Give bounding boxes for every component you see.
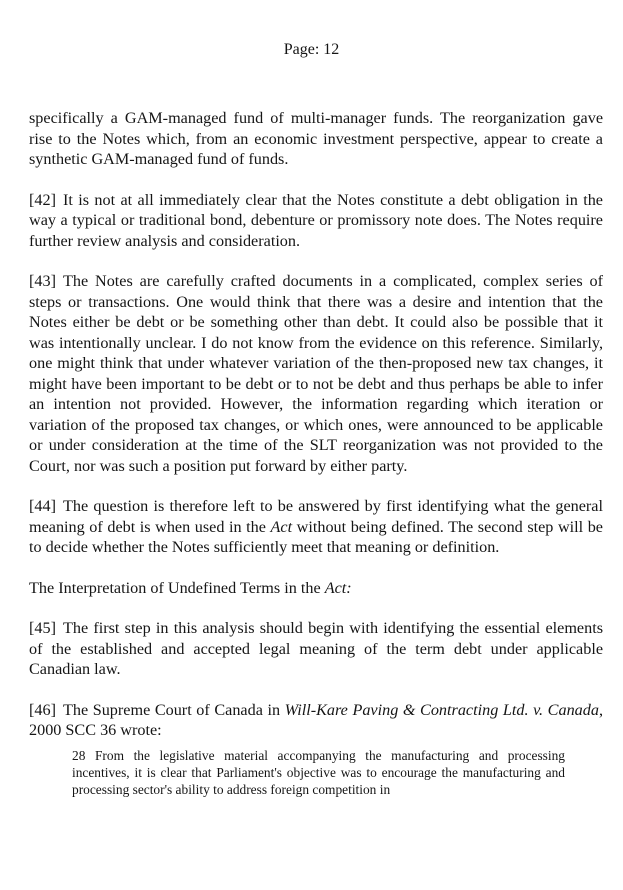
block-quote: 28 From the legislative material accompanying the manufacturing and processing incentives, it is clear that Parliament's objective was to encourage the manufacturing and processing sector's ability to address foreign competition in [72, 747, 565, 797]
section-heading [29, 578, 603, 599]
paragraph-44 [29, 496, 603, 558]
paragraph-number: [45] [29, 619, 56, 637]
paragraph-number: [44] [29, 497, 56, 515]
act-reference: Act: [324, 578, 352, 597]
paragraph-text: It is not at all immediately clear that the Notes constitute a debt obligation in the way a typical or traditional bond, debenture or promissory note does. The Notes require further review analysis and consideration. [29, 190, 603, 250]
heading-text: The Interpretation of Undefined Terms in the [29, 578, 325, 597]
paragraph-number: [43] [29, 272, 56, 290]
paragraph-43 [29, 271, 603, 476]
paragraph-text: The first step in this analysis should begin with identifying the essential elements of the established and accepted legal meaning of the term debt under applicable Canadian law. [29, 619, 603, 678]
paragraph-45 [29, 618, 603, 680]
paragraph-number: [46] [29, 700, 56, 719]
paragraph-text: , 2000 SCC 36 wrote: [29, 700, 603, 739]
page-number-header: Page: 12 [283, 41, 340, 58]
act-reference: Act [270, 517, 293, 536]
paragraph-text: without being defined. The second step will be to decide whether the Notes sufficiently meet that meaning or definition. [29, 517, 603, 556]
paragraph-text: The question is therefore left to be answered by first identifying what the general meaning of debt is when used in the [29, 497, 603, 536]
paragraph-text: The Notes are carefully crafted documents in a complicated, complex series of steps or transactions. One would think that there was a desire and intention that the Notes either be debt or be something other than debt. It could also be possible that it was intentionally unclear. I do not know from the evidence on this reference. Similarly, one might think that under whatever variation of the then-proposed new tax changes, it might have been important to be debt or to not be debt and thus perhaps be able to infer an intention not provided. However, the information regarding which iteration or variation of the proposed tax changes, or which ones, were announced to be applicable or under consideration at the time of the SLT reorganization was not provided to the Court, nor was such a position put forward by either party. [29, 272, 603, 475]
paragraph-42 [29, 190, 603, 252]
paragraph-46 [29, 700, 603, 741]
paragraph-number: [42] [29, 190, 56, 209]
document-body [29, 108, 603, 798]
case-citation: Will-Kare Paving & Contracting Ltd. v. Canada [284, 700, 599, 719]
paragraph-41-continued: specifically a GAM-managed fund of multi-manager funds. The reorganization gave rise to the Notes which, from an economic investment perspective, appear to create a synthetic GAM-managed fund of funds. [29, 109, 603, 168]
paragraph-text: The Supreme Court of Canada in [62, 700, 285, 719]
